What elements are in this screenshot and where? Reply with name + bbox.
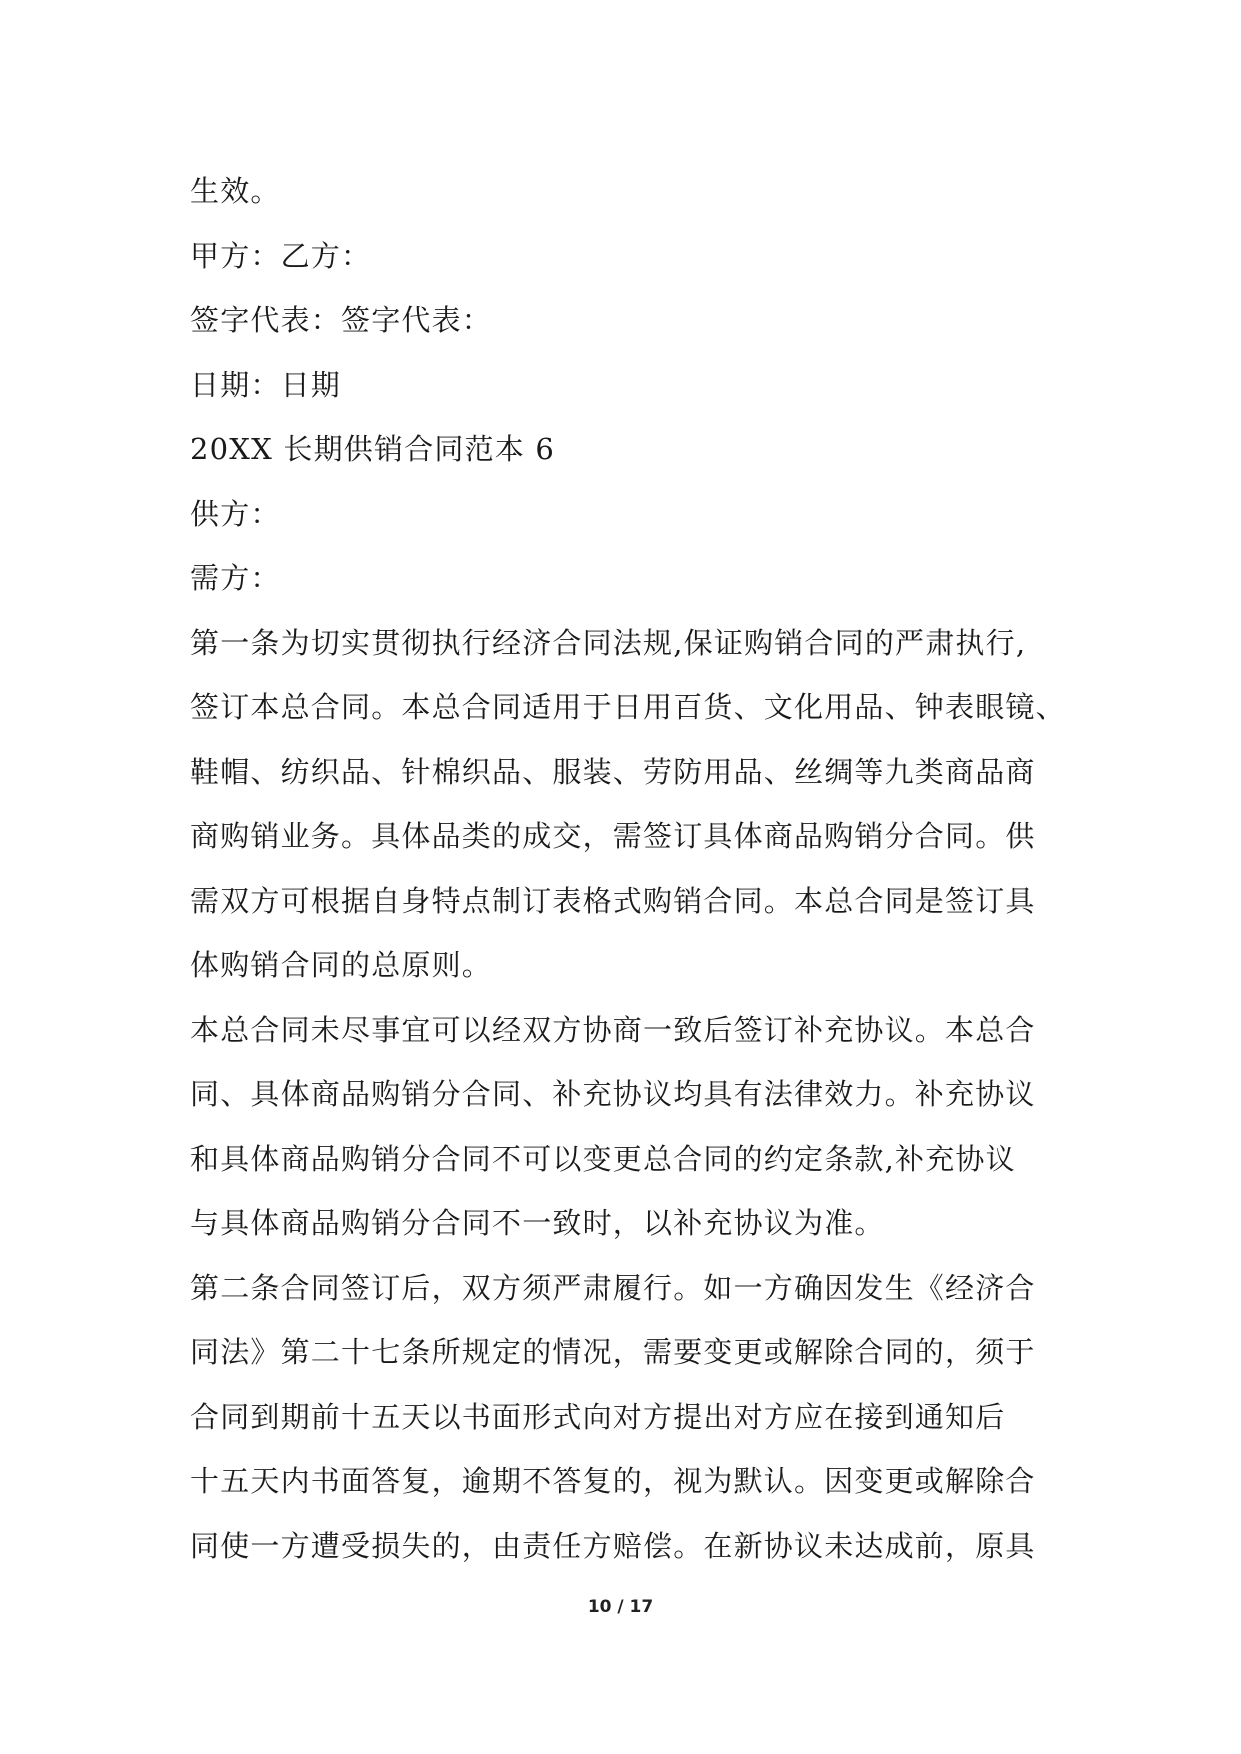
text-line: 需方：	[190, 561, 281, 595]
text-line: 合同到期前十五天以书面形式向对方提出对方应在接到通知后	[190, 1399, 1006, 1434]
text-line: 体购销合同的总原则。	[190, 948, 493, 982]
text-line: 与具体商品购销分合同不一致时，以补充协议为准。	[190, 1206, 885, 1240]
section-title: 20XX 长期供销合同范本 6	[190, 432, 556, 466]
text-line: 需双方可根据自身特点制订表格式购销合同。本总合同是签订具	[190, 883, 1036, 918]
document-body	[190, 159, 1066, 1578]
text-line: 鞋帽、纺织品、针棉织品、服装、劳防用品、丝绸等九类商品商	[190, 754, 1036, 789]
text-line: 商购销业务。具体品类的成交，需签订具体商品购销分合同。供	[190, 819, 1036, 853]
text-line: 第二条合同签订后，双方须严肃履行。如一方确因发生《经济合	[190, 1270, 1036, 1305]
text-line: 甲方：乙方：	[190, 238, 372, 273]
text-line: 十五天内书面答复，逾期不答复的，视为默认。因变更或解除合	[190, 1464, 1036, 1498]
text-line: 生效。	[190, 174, 281, 208]
text-line: 和具体商品购销分合同不可以变更总合同的约定条款,补充协议	[190, 1141, 1016, 1176]
text-line: 同、具体商品购销分合同、补充协议均具有法律效力。补充协议	[190, 1077, 1036, 1111]
text-line: 签订本总合同。本总合同适用于日用百货、文化用品、钟表眼镜、	[190, 690, 1066, 724]
text-line: 同法》第二十七条所规定的情况，需要变更或解除合同的，须于	[190, 1335, 1036, 1369]
text-line: 本总合同未尽事宜可以经双方协商一致后签订补充协议。本总合	[190, 1012, 1036, 1047]
text-line: 签字代表：签字代表：	[190, 303, 493, 337]
text-line: 第一条为切实贯彻执行经济合同法规,保证购销合同的严肃执行,	[190, 625, 1027, 660]
text-line: 供方：	[190, 496, 281, 531]
text-line: 日期：日期	[190, 367, 342, 402]
page-number: 10 / 17	[587, 1597, 654, 1617]
text-line: 同使一方遭受损失的，由责任方赔偿。在新协议未达成前，原具	[190, 1528, 1036, 1563]
